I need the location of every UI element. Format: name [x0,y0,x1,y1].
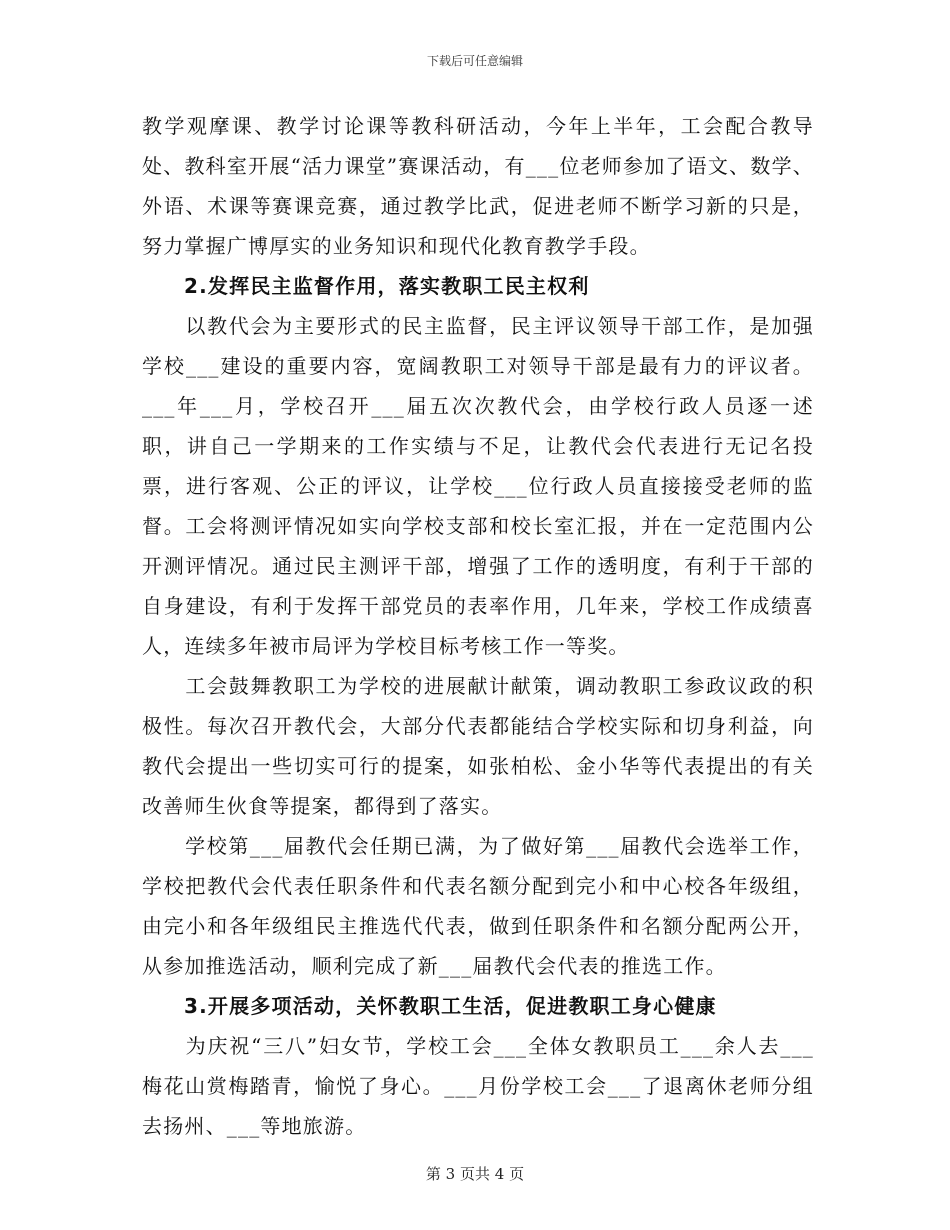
page-header: 下载后可任意编辑 [426,54,523,68]
section-heading-3: 3.开展多项活动，关怀教职工生活，促进教职工身心健康 [184,994,717,1018]
page-footer: 第 3 页共 4 页 [425,1165,525,1183]
section-heading-2: 2.发挥民主监督作用，落实教职工民主权利 [184,274,590,298]
paragraph-3: 工会鼓舞教职工为学校的进展献计献策，调动教职工参政议政的积极性。每次召开教代会，大部分代表都能结合学校实际和切身利益，向教代会提出一些切实可行的提案，如张柏松、金小华等代表提出的有关改善师生伙食等提案，都得到了落实。 [142,674,814,818]
paragraph-5: 为庆祝“三八”妇女节，学校工会___全体女教职员工___余人去___梅花山赏梅踏青，愉悦了身心。___月份学校工会___了退离休老师分组去扬州、___等地旅游。 [142,1034,814,1138]
paragraph-4: 学校第___届教代会任期已满，为了做好第___届教代会选举工作，学校把教代会代表任职条件和代表名额分配到完小和中心校各年级组，由完小和各年级组民主推选代代表，做到任职条件和名额分配两公开，从参加推选活动，顺利完成了新___届教代会代表的推选工作。 [142,834,814,978]
document-body [142,106,814,1146]
paragraph-1: 教学观摩课、教学讨论课等教科研活动，今年上半年，工会配合教导处、教科室开展“活力课堂”赛课活动，有___位老师参加了语文、数学、外语、术课等赛课竞赛，通过教学比武，促进老师不断学习新的只是，努力掌握广博厚实的业务知识和现代化教育教学手段。 [142,114,814,258]
paragraph-2: 以教代会为主要形式的民主监督，民主评议领导干部工作，是加强学校___建设的重要内容，宽阔教职工对领导干部是最有力的评议者。___年___月，学校召开___届五次次教代会，由学校行政人员逐一述职，讲自己一学期来的工作实绩与不足，让教代会代表进行无记名投票，进行客观、公正的评议，让学校___位行政人员直接接受老师的监督。工会将测评情况如实向学校支部和校长室汇报，并在一定范围内公开测评情况。通过民主测评干部，增强了工作的透明度，有利于干部的自身建设，有利于发挥干部党员的表率作用，几年来，学校工作成绩喜人，连续多年被市局评为学校目标考核工作一等奖。 [142,314,814,658]
